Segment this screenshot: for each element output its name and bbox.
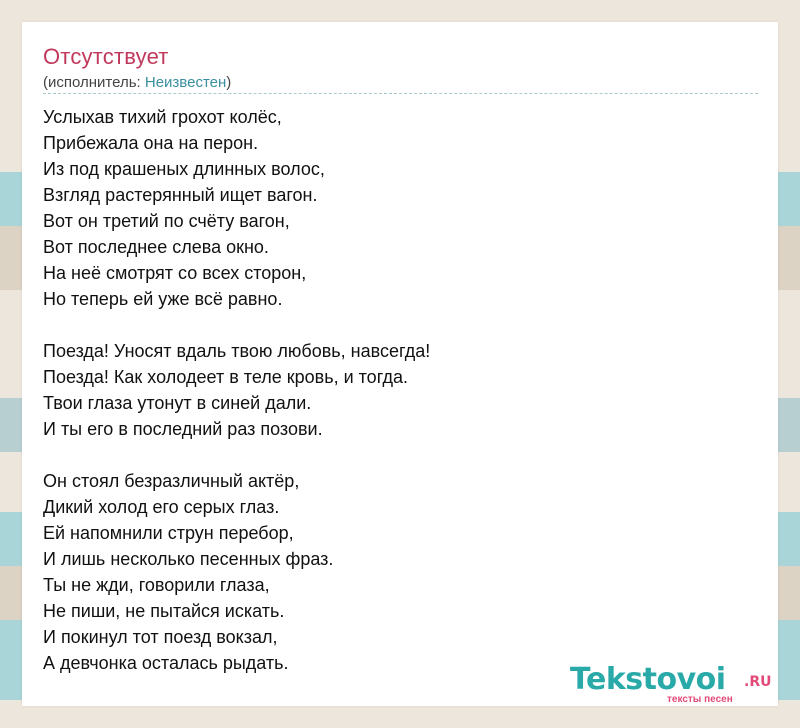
lyric-line: Ты не жди, говорили глаза, <box>43 575 270 595</box>
lyric-line: И покинул тот поезд вокзал, <box>43 627 278 647</box>
stanza <box>43 468 743 676</box>
artist-line <box>43 74 231 91</box>
lyric-line: И ты его в последний раз позови. <box>43 419 323 439</box>
logo-tagline: тексты песен <box>667 694 733 705</box>
lyric-line: Взгляд растерянный ищет вагон. <box>43 185 318 205</box>
lyric-line: Он стоял безразличный актёр, <box>43 471 300 491</box>
lyric-line: Из под крашеных длинных волос, <box>43 159 325 179</box>
artist-prefix: (исполнитель: <box>43 74 145 91</box>
stanza <box>43 104 743 312</box>
logo-domain: .RU <box>744 674 772 690</box>
song-title: Отсутствует <box>43 44 169 69</box>
lyric-line: На неё смотрят со всех сторон, <box>43 263 307 283</box>
lyrics-body <box>43 104 743 702</box>
lyrics-card <box>22 22 778 706</box>
lyric-line: Поезда! Как холодеет в теле кровь, и тогда. <box>43 367 408 387</box>
lyric-line: Вот он третий по счёту вагон, <box>43 211 290 231</box>
lyric-line: А девчонка осталась рыдать. <box>43 653 289 673</box>
stanza <box>43 338 743 442</box>
lyric-line: И лишь несколько песенных фраз. <box>43 549 334 569</box>
site-logo[interactable] <box>570 662 780 706</box>
lyric-line: Твои глаза утонут в синей дали. <box>43 393 312 413</box>
logo-wordmark: Tekstovoi <box>570 662 726 697</box>
lyric-line: Прибежала она на перон. <box>43 133 259 153</box>
lyric-line: Услыхав тихий грохот колёс, <box>43 107 282 127</box>
lyric-line: Вот последнее слева окно. <box>43 237 269 257</box>
lyric-line: Не пиши, не пытайся искать. <box>43 601 285 621</box>
artist-suffix: ) <box>226 74 232 91</box>
lyric-line: Дикий холод его серых глаз. <box>43 497 280 517</box>
lyric-line: Ей напомнили струн перебор, <box>43 523 294 543</box>
divider <box>43 93 758 94</box>
lyric-line: Поезда! Уносят вдаль твою любовь, навсегда! <box>43 341 431 361</box>
lyric-line: Но теперь ей уже всё равно. <box>43 289 283 309</box>
artist-link[interactable]: Неизвестен <box>144 74 227 91</box>
